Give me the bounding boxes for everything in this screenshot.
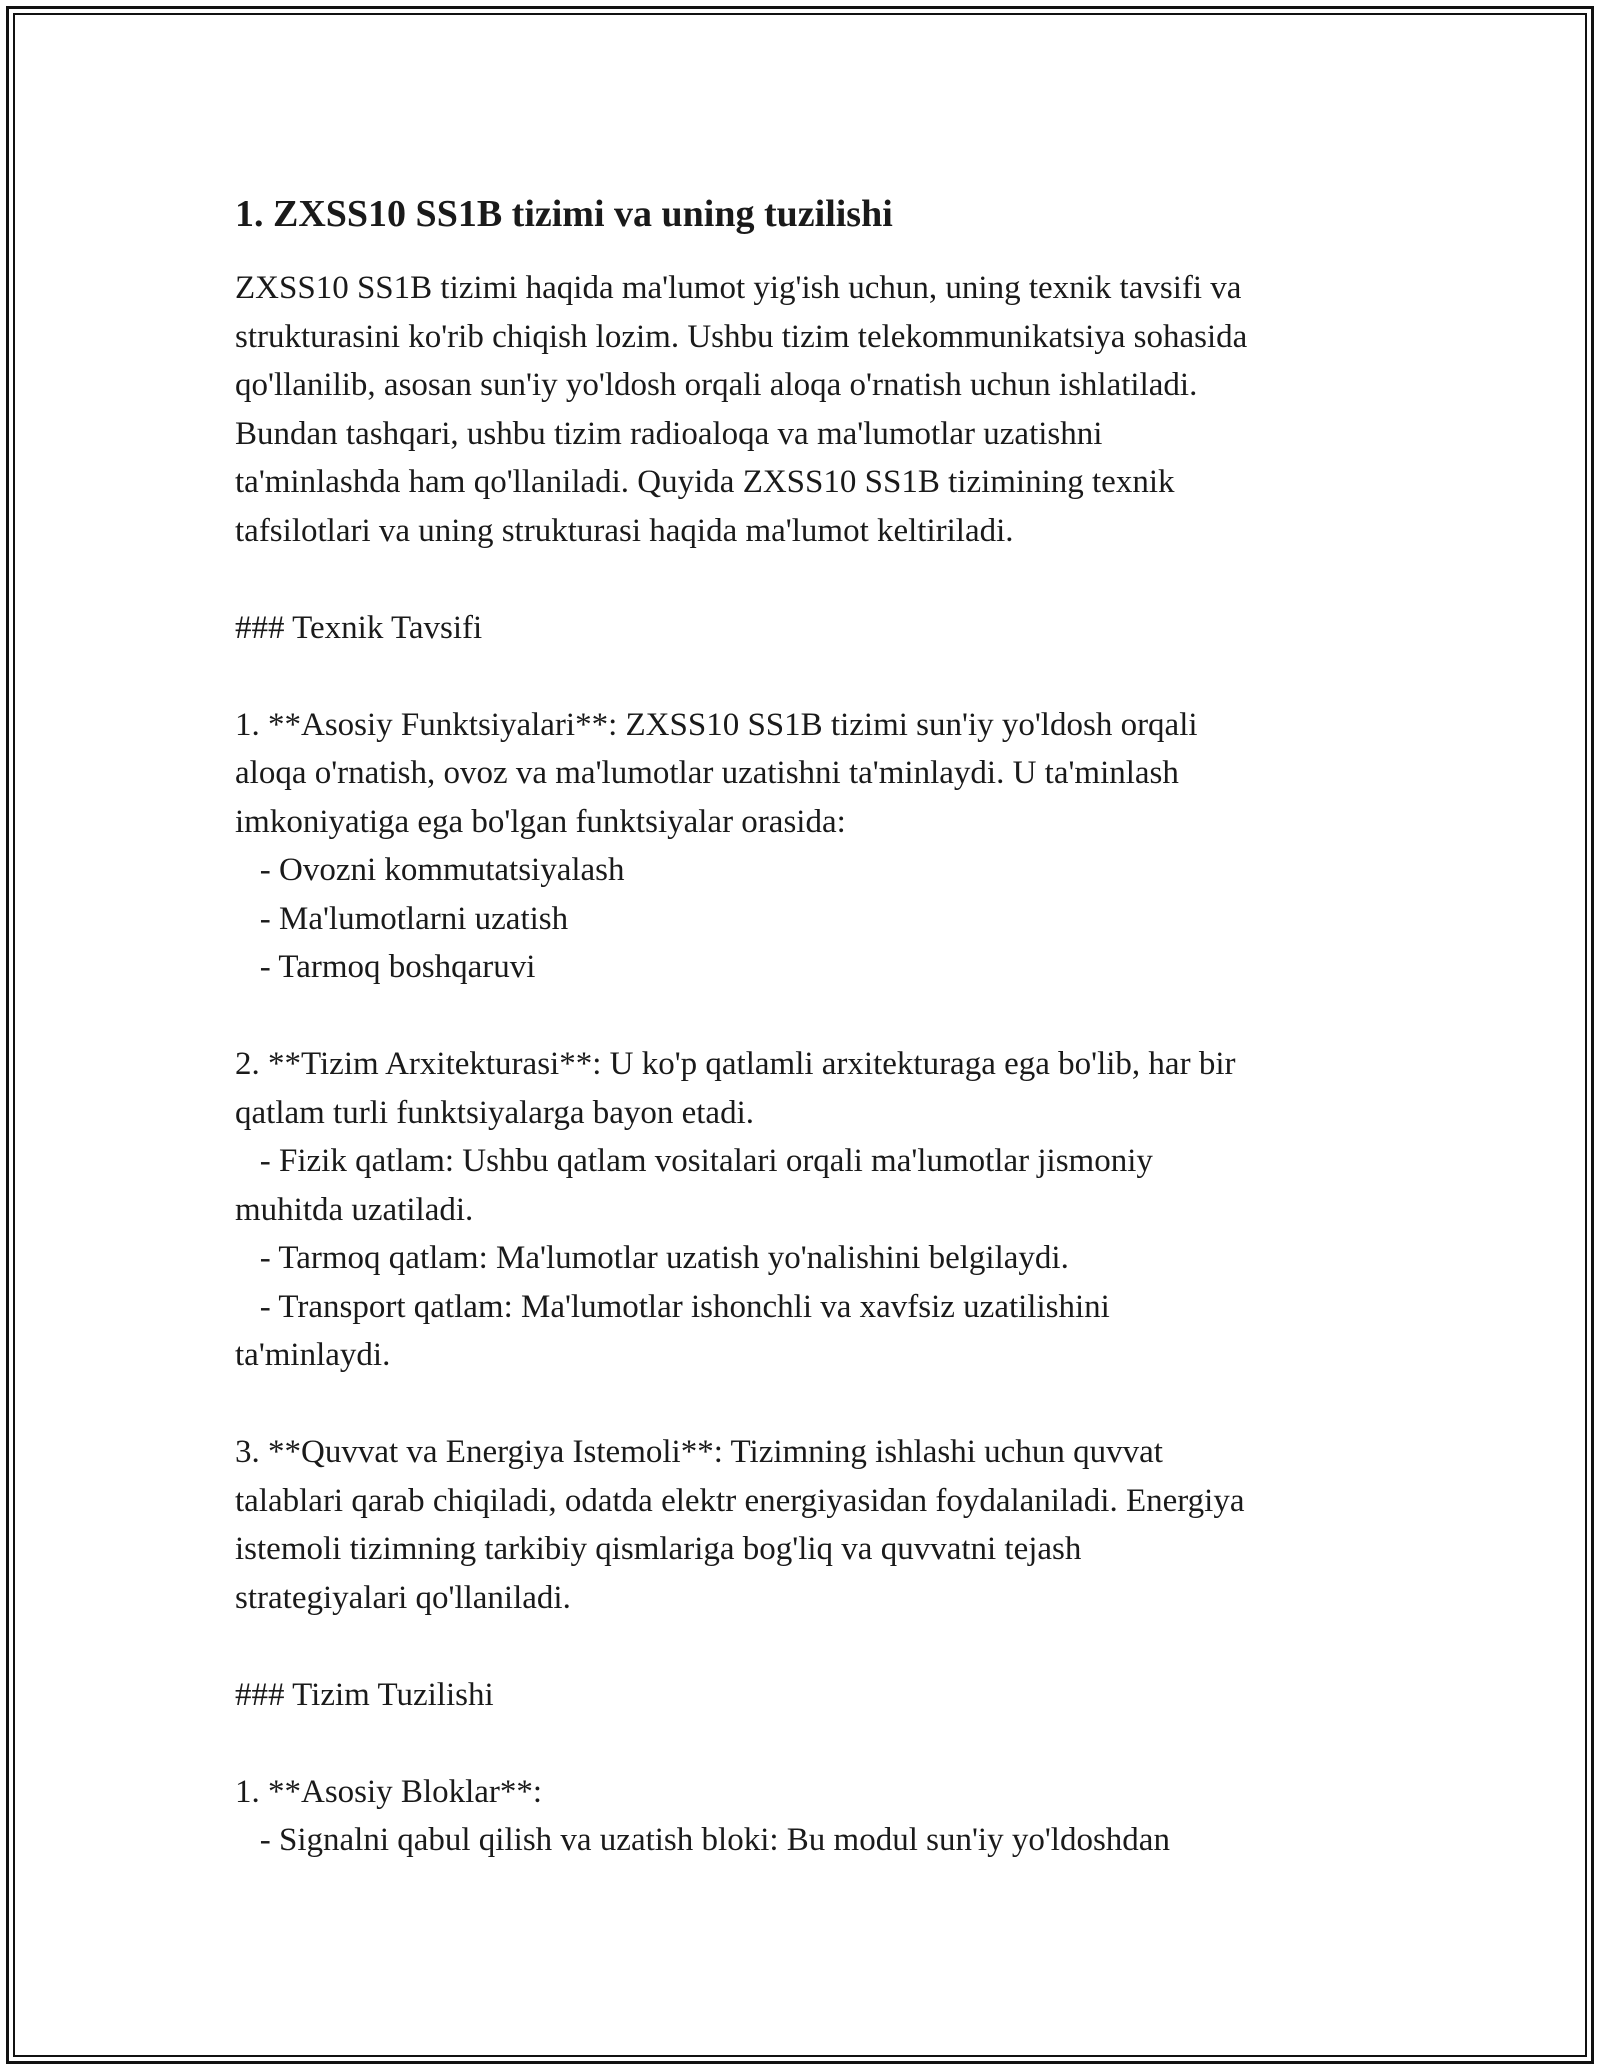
text-line: qo'llanilib, asosan sun'iy yo'ldosh orqali aloqa o'rnatish uchun ishlatiladi. bbox=[235, 367, 1198, 403]
text-line: Bundan tashqari, ushbu tizim radioaloqa va ma'lumotlar uzatishni bbox=[235, 415, 1103, 452]
text-line: ta'minlashda ham qo'llaniladi. Quyida ZXSS10 SS1B tizimining texnik bbox=[235, 464, 1175, 500]
paragraph bbox=[235, 701, 1385, 992]
text-line: - Tarmoq qatlam: Ma'lumotlar uzatish yo'nalishini belgilaydi. bbox=[235, 1240, 1069, 1276]
text-line: strategiyalari qo'llaniladi. bbox=[235, 1579, 571, 1616]
text-line: imkoniyatiga ega bo'lgan funktsiyalar orasida: bbox=[235, 803, 846, 840]
text-line: tafsilotlari va uning strukturasi haqida ma'lumot keltiriladi. bbox=[235, 512, 1014, 549]
text-line: muhitda uzatiladi. bbox=[235, 1191, 474, 1228]
text-line: 3. **Quvvat va Energiya Istemoli**: Tizimning ishlashi uchun quvvat bbox=[235, 1434, 1163, 1470]
paragraph-gap bbox=[235, 652, 1385, 701]
paragraph-gap bbox=[235, 1719, 1385, 1768]
text-line: istemoli tizimning tarkibiy qismlariga bog'liq va quvvatni tejash bbox=[235, 1531, 1082, 1567]
text-line: ta'minlaydi. bbox=[235, 1337, 391, 1373]
text-line: 1. **Asosiy Bloklar**: bbox=[235, 1773, 543, 1810]
text-line: - Ovozni kommutatsiyalash bbox=[235, 852, 625, 888]
document-title: 1. ZXSS10 SS1B tizimi va uning tuzilishi bbox=[235, 193, 893, 235]
paragraph bbox=[235, 1768, 1385, 1865]
text-line: - Transport qatlam: Ma'lumotlar ishonchli va xavfsiz uzatilishini bbox=[235, 1288, 1110, 1325]
text-line: qatlam turli funktsiyalarga bayon etadi. bbox=[235, 1094, 754, 1131]
text-line: - Fizik qatlam: Ushbu qatlam vositalari orqali ma'lumotlar jismoniy bbox=[235, 1143, 1153, 1179]
text-line: ### Tizim Tuzilishi bbox=[235, 1676, 494, 1713]
paragraph-gap bbox=[235, 555, 1385, 604]
text-line: - Tarmoq boshqaruvi bbox=[235, 949, 536, 985]
paragraph bbox=[235, 1040, 1385, 1380]
text-line: 2. **Tizim Arxitekturasi**: U ko'p qatlamli arxitekturaga ega bo'lib, har bir bbox=[235, 1046, 1236, 1082]
paragraph bbox=[235, 604, 1385, 653]
text-line: ### Texnik Tavsifi bbox=[235, 609, 483, 646]
text-line: - Ma'lumotlarni uzatish bbox=[235, 900, 569, 937]
paragraph bbox=[235, 264, 1385, 555]
text-line: - Signalni qabul qilish va uzatish bloki: Bu modul sun'iy yo'ldoshdan bbox=[235, 1822, 1170, 1858]
paragraph bbox=[235, 1671, 1385, 1720]
text-line: talablari qarab chiqiladi, odatda elektr energiyasidan foydalaniladi. Energiya bbox=[235, 1482, 1245, 1519]
paragraph-list bbox=[235, 264, 1385, 1865]
text-line: aloqa o'rnatish, ovoz va ma'lumotlar uzatishni ta'minlaydi. U ta'minlash bbox=[235, 755, 1179, 791]
paragraph-gap bbox=[235, 1622, 1385, 1671]
document-body bbox=[235, 186, 1385, 1865]
text-line: 1. **Asosiy Funktsiyalari**: ZXSS10 SS1B tizimi sun'iy yo'ldosh orqali bbox=[235, 706, 1198, 743]
paragraph-gap bbox=[235, 992, 1385, 1041]
text-line: strukturasini ko'rib chiqish lozim. Ushbu tizim telekommunikatsiya sohasida bbox=[235, 318, 1248, 355]
text-line: ZXSS10 SS1B tizimi haqida ma'lumot yig'ish uchun, uning texnik tavsifi va bbox=[235, 270, 1242, 306]
paragraph-gap bbox=[235, 1380, 1385, 1429]
paragraph bbox=[235, 1428, 1385, 1622]
